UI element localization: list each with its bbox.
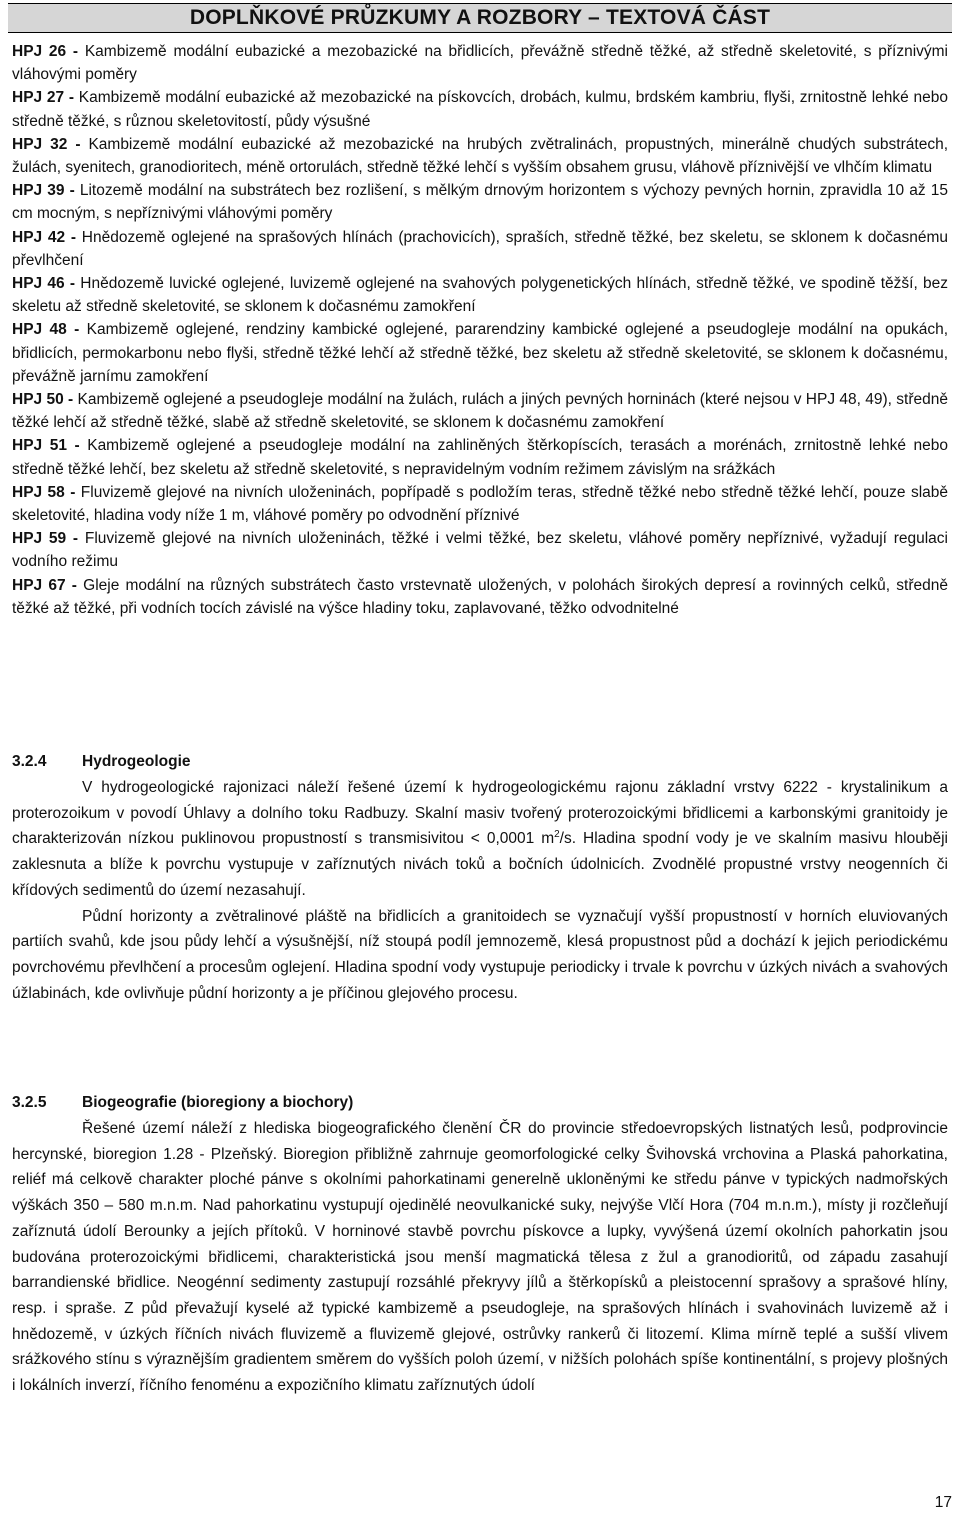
section-heading: [12, 1091, 948, 1115]
hpj-code: HPJ 50 -: [12, 391, 74, 409]
superscript: 2: [554, 829, 560, 841]
hpj-code: HPJ 32 -: [12, 135, 81, 153]
list-item: [12, 179, 948, 225]
section-hydrogeology: [12, 750, 948, 1006]
hpj-code: HPJ 46 -: [12, 275, 76, 293]
hpj-code: HPJ 58 -: [12, 483, 76, 501]
hpj-list: [12, 40, 948, 620]
section-title: Biogeografie (bioregiony a biochory): [82, 1094, 354, 1111]
hpj-code: HPJ 39 -: [12, 182, 75, 200]
hpj-description: Litozemě modální na substrátech bez rozlišení, s mělkým drnovým horizontem s výchozy pevných hornin, zpravidla 10 až 15 cm mocným, s nepříznivými vláhovými poměry: [12, 182, 948, 223]
hpj-description: Fluvizemě glejové na nivních uloženinách, popřípadě s podložím teras, středně těžké nebo středně těžké lehčí, pouze slabě skeletovité, hladina vody níže 1 m, vláhové poměry po odvodnění příznivé: [12, 483, 948, 525]
hpj-description: Hnědozemě luvické oglejené, luvizemě oglejené na svahových polygenetických hlínách, středně těžké, ve spodině těžší, bez skeletu až středně skeletovité, se sklonem k dočasnému zamokření: [12, 275, 948, 316]
paragraph: Půdní horizonty a zvětralinové pláště na břidlicích a granitoidech se vyznačují vyšší propustností v horních eluviovaných partiích svahů, kde jsou půdy lehčí a výsušnější, níž stoupá podíl jemnozemě, klesá propustnost půd a dochází k jejich periodickému povrchovému převlhčení a procesům oglejení. Hladina spodní vody vystupuje periodicky i trvale k povrchu v úzkých nivách a svahových úžlabinách, kde ovlivňuje půdní horizonty a je příčinou glejového procesu.: [12, 907, 948, 1002]
hpj-description: Gleje modální na různých substrátech často vrstevnatě uložených, v polohách širokých depresí a rovinných celků, středně těžké až těžké, při vodních tocích závislé na výšce hladiny toku, zaplavované, těžko odvodnitelné: [12, 576, 949, 617]
hpj-description: Fluvizemě glejové na nivních uloženinách, těžké i velmi těžké, bez skeletu, vláhové poměry nepříznivé, vyžadují regulaci vodního režimu: [12, 530, 948, 571]
hpj-description: Kambizemě modální eubazické až mezobazické na hrubých zvětralinách, propustných, minerálně chudých substrátech, žulách, syenitech, granodioritech, méně ortorulách, středně těžké lehčí s vyšším obsahem grusu, vláhově příznivější ve vlhčím klimatu: [12, 135, 948, 177]
list-item: [12, 481, 948, 527]
hpj-code: HPJ 27 -: [12, 89, 75, 107]
list-item: [12, 40, 948, 86]
list-item: [12, 272, 948, 318]
section-title: Hydrogeologie: [82, 753, 191, 770]
hpj-description: Kambizemě modální eubazické a mezobazické na břidlicích, převážně středně těžké, až středně skeletovité, s příznivými vláhovými poměry: [12, 43, 948, 84]
hpj-code: HPJ 26 -: [12, 43, 79, 60]
section-heading: [12, 750, 948, 774]
list-item: [12, 318, 948, 388]
paragraph: Řešené území náleží z hlediska biogeografického členění ČR do provincie středoevropských listnatých lesů, podprovincie hercynské, bioregion 1.28 - Plzeňský. Bioregion přibližně zahrnuje geomorfologické celky Švihovská vrchovina a Plaská pahorkatina, reliéf má celkově charakter ploché pánve s okolními pahorkatinami generelně ukloněnými ke středu pánve v typických nadmořských výškách 350 – 580 m.n.m. Nad pahorkatinu vystupují ojedinělé neovulkanické suky, nejvýše Vlčí Hora (704 m.n.m.), místy ji rozčleňují zaříznutá údolí Berounky a jejích přítoků. V horninové stavbě povrchu pískovce a lupky, vyvýšená území okolních pahorkatin jsou budována proterozoickými břidlicemi, charakteristická jsou menší magmatická tělesa z žul a granodioritů, od západu zasahují barrandienské břidlice. Neogénní sedimenty zastupují rozsáhlé překryvy jílů a štěrkopísků a pleistocenní sprašovy a sprašové hlíny, resp. i spraše. Z půd převažují kyselé až typické kambizemě a pseudogleje, na sprašových hlínách i svahovinách luvizemě až i hnědozemě, v úzkých říčních nivách fluvizemě a fluvizemě glejové, ostrůvky rankerů či litozemí. Klima mírně teplé a sušší vlivem srážkového stínu s výraznějším gradientem směrem do vyšších poloh území, v nižších polohách spíše kontinentální, s projevy plošných i lokálních inverzí, říčního fenoménu a expozičního klimatu zaříznutých údolí: [12, 1120, 948, 1395]
hpj-description: Kambizemě oglejené, rendziny kambické oglejené, pararendziny kambické oglejené a pseudogleje modální na opukách, břidlicích, permokarbonu nebo flyši, středně těžké lehčí až středně těžké, bez skeletu až středně skeletovité, se sklonem k dočasnému, převážně jarnímu zamokření: [12, 321, 948, 385]
list-item: [12, 434, 948, 480]
list-item: [12, 133, 948, 179]
section-number: 3.2.5: [12, 1094, 47, 1111]
page-number: 17: [934, 1494, 952, 1511]
paragraph-text: /s. Hladina spodní vody je ve skalním masivu hlouběji zaklesnuta a blíže k povrchu vystupuje v zaříznutých nivách toků a bočních údolnicích. Zvodnělé propustné vrstvy neogenních či křídových sedimentů do území nezasahují.: [12, 830, 948, 899]
hpj-description: Kambizemě oglejené a pseudogleje modální na zahliněných štěrkopíscích, terasách a morénách, zrnitostně lehké nebo středně těžké lehčí, bez skeletu až středně skeletovité, s nepravidelným vodním režimem závislým na srážkách: [12, 437, 948, 478]
list-item: [12, 527, 948, 573]
list-item: [12, 388, 948, 434]
list-item: [12, 226, 948, 272]
hpj-description: Kambizemě oglejené a pseudogleje modální na žulách, rulách a jiných pevných horninách (které nejsou v HPJ 48, 49), středně těžké lehčí až středně těžké, slabě až středně skeletovité, se sklonem k dočasnému zamokření: [12, 391, 948, 432]
hpj-code: HPJ 42 -: [12, 228, 77, 246]
hpj-code: HPJ 48 -: [12, 321, 80, 339]
section-biogeography: [12, 1091, 948, 1399]
hpj-description: Hnědozemě oglejené na sprašových hlínách (prachovicích), spraších, středně těžké, bez skeletu, se sklonem k dočasnému převlhčení: [12, 228, 948, 269]
hpj-code: HPJ 59 -: [12, 530, 79, 548]
hpj-code: HPJ 51 -: [12, 437, 80, 455]
header-title: DOPLŇKOVÉ PRŮZKUMY A ROZBORY – TEXTOVÁ ČÁST: [189, 6, 771, 29]
list-item: [12, 86, 948, 132]
paragraph-text: V hydrogeologické rajonizaci náleží řešené území k hydrogeologickému rajonu základní vrstvy 6222 - krystalinikum a proterozoikum v povodí Úhlavy a dolního toku Radbuzy. Skalní masiv tvořený proterozoickými břidlicemi a karbonskými granitoidy je charakterizován nízkou puklinovou propustností s transmisivitou < 0,0001 m: [12, 779, 948, 848]
hpj-code: HPJ 67 -: [12, 576, 77, 594]
page-header: [8, 3, 952, 33]
paragraph: [12, 775, 948, 904]
section-number: 3.2.4: [12, 753, 47, 770]
hpj-description: Kambizemě modální eubazické až mezobazické na pískovcích, drobách, kulmu, brdském kambriu, flyši, zrnitostně lehké nebo středně těžké, s různou skeletovitostí, půdy výsušné: [12, 89, 949, 130]
list-item: [12, 574, 948, 620]
